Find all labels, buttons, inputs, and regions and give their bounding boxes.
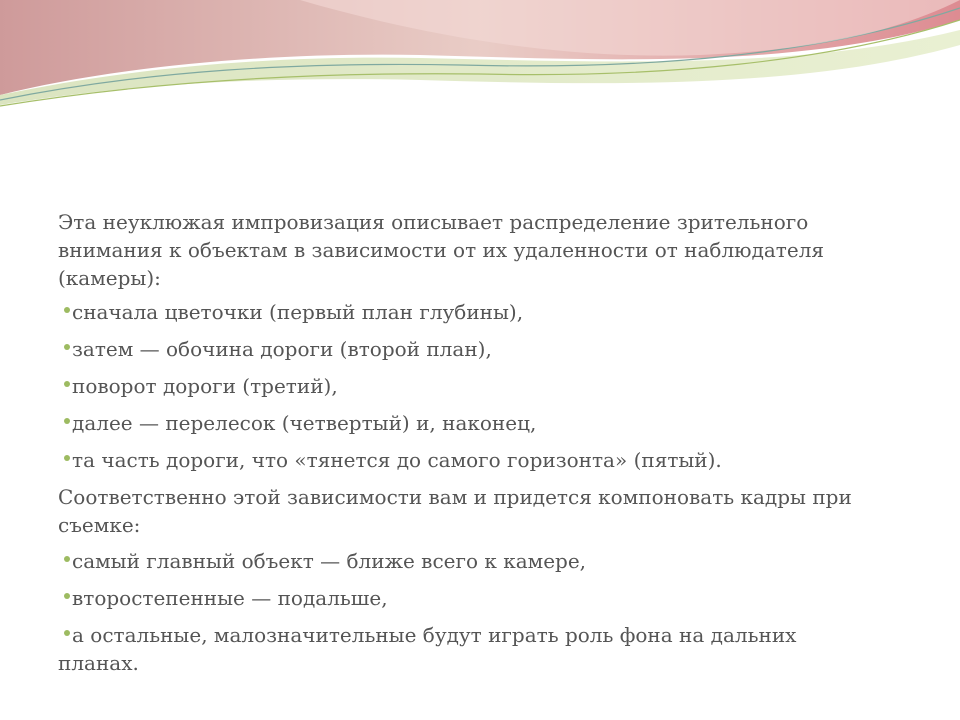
list-item bbox=[48, 298, 898, 326]
list-item-text: самый главный объект — ближе всего к камере, bbox=[72, 549, 587, 573]
list-viewing-planes bbox=[58, 298, 898, 474]
bullet-icon bbox=[64, 593, 70, 599]
bullet-icon bbox=[64, 381, 70, 387]
bullet-icon bbox=[64, 307, 70, 313]
list-item bbox=[48, 446, 898, 474]
slide-body bbox=[58, 208, 898, 686]
header-wave-decoration bbox=[0, 0, 960, 140]
list-item bbox=[48, 621, 898, 677]
list-item-text-continuation: планах. bbox=[58, 651, 139, 675]
list-item bbox=[48, 372, 898, 400]
intro-paragraph: Эта неуклюжая импровизация описывает распределение зрительного внимания к объектам в зависимости от их удаленности от наблюдателя (камеры): bbox=[58, 210, 825, 290]
list-item bbox=[48, 409, 898, 437]
list-item bbox=[48, 335, 898, 363]
bullet-icon bbox=[64, 418, 70, 424]
list-item bbox=[48, 547, 898, 575]
bullet-icon bbox=[64, 556, 70, 562]
list-item-text: сначала цветочки (первый план глубины), bbox=[72, 300, 524, 324]
list-item-text: поворот дороги (третий), bbox=[72, 374, 338, 398]
list-item-text: второстепенные — подальше, bbox=[72, 586, 388, 610]
list-item-text: а остальные, малозначительные будут играть роль фона на дальних bbox=[72, 623, 797, 647]
bullet-icon bbox=[64, 455, 70, 461]
list-composition bbox=[58, 547, 898, 677]
list-item-text: далее — перелесок (четвертый) и, наконец, bbox=[72, 411, 537, 435]
bullet-icon bbox=[64, 630, 70, 636]
middle-paragraph: Соответственно этой зависимости вам и придется компоновать кадры при съемке: bbox=[58, 485, 852, 537]
list-item bbox=[48, 584, 898, 612]
list-item-text: та часть дороги, что «тянется до самого горизонта» (пятый). bbox=[72, 448, 722, 472]
list-item-text: затем — обочина дороги (второй план), bbox=[72, 337, 492, 361]
bullet-icon bbox=[64, 344, 70, 350]
